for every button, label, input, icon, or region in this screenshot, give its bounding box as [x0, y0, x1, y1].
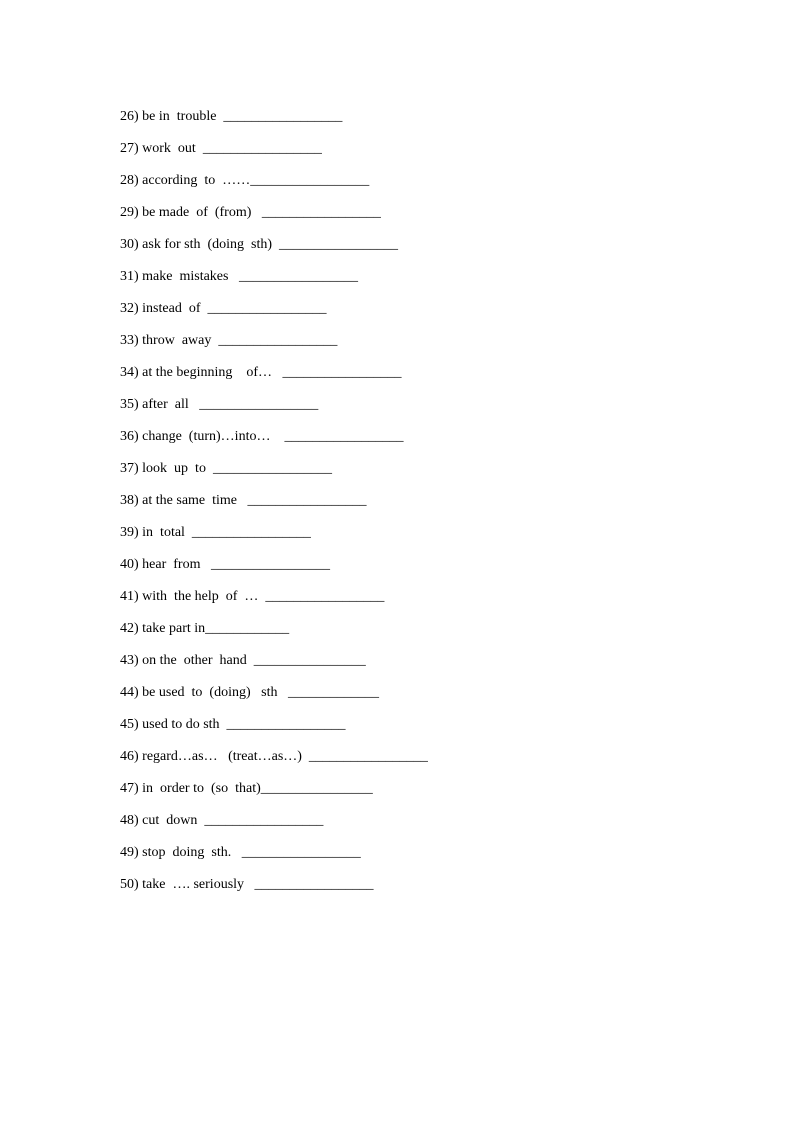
phrase-item: 37) look up to _________________ — [120, 461, 332, 476]
phrase-item: 45) used to do sth _________________ — [120, 717, 346, 732]
phrase-item: 33) throw away _________________ — [120, 333, 338, 348]
phrase-item: 48) cut down _________________ — [120, 813, 324, 828]
phrase-item: 32) instead of _________________ — [120, 301, 327, 316]
phrase-item: 49) stop doing sth. _________________ — [120, 845, 361, 860]
phrase-item: 36) change (turn)…into… _________________ — [120, 429, 404, 444]
phrase-item: 30) ask for sth (doing sth) _________________ — [120, 237, 399, 252]
phrase-item: 28) according to ……_________________ — [120, 173, 370, 188]
phrase-list — [120, 108, 428, 908]
phrase-item: 47) in order to (so that)________________ — [120, 781, 373, 796]
phrase-item: 44) be used to (doing) sth _____________ — [120, 685, 379, 700]
phrase-item: 34) at the beginning of… _________________ — [120, 365, 402, 380]
phrase-item: 42) take part in____________ — [120, 621, 290, 636]
phrase-item: 29) be made of (from) _________________ — [120, 205, 381, 220]
phrase-item: 39) in total _________________ — [120, 525, 311, 540]
phrase-item: 38) at the same time _________________ — [120, 493, 367, 508]
phrase-item: 27) work out _________________ — [120, 141, 322, 156]
phrase-item: 46) regard…as… (treat…as…) _________________ — [120, 749, 428, 764]
phrase-item: 43) on the other hand ________________ — [120, 653, 366, 668]
phrase-item: 26) be in trouble _________________ — [120, 109, 343, 124]
phrase-item: 35) after all _________________ — [120, 397, 319, 412]
phrase-item: 40) hear from _________________ — [120, 557, 330, 572]
phrase-item: 41) with the help of … _________________ — [120, 589, 385, 604]
phrase-item: 31) make mistakes _________________ — [120, 269, 358, 284]
phrase-item: 50) take …. seriously _________________ — [120, 877, 374, 892]
